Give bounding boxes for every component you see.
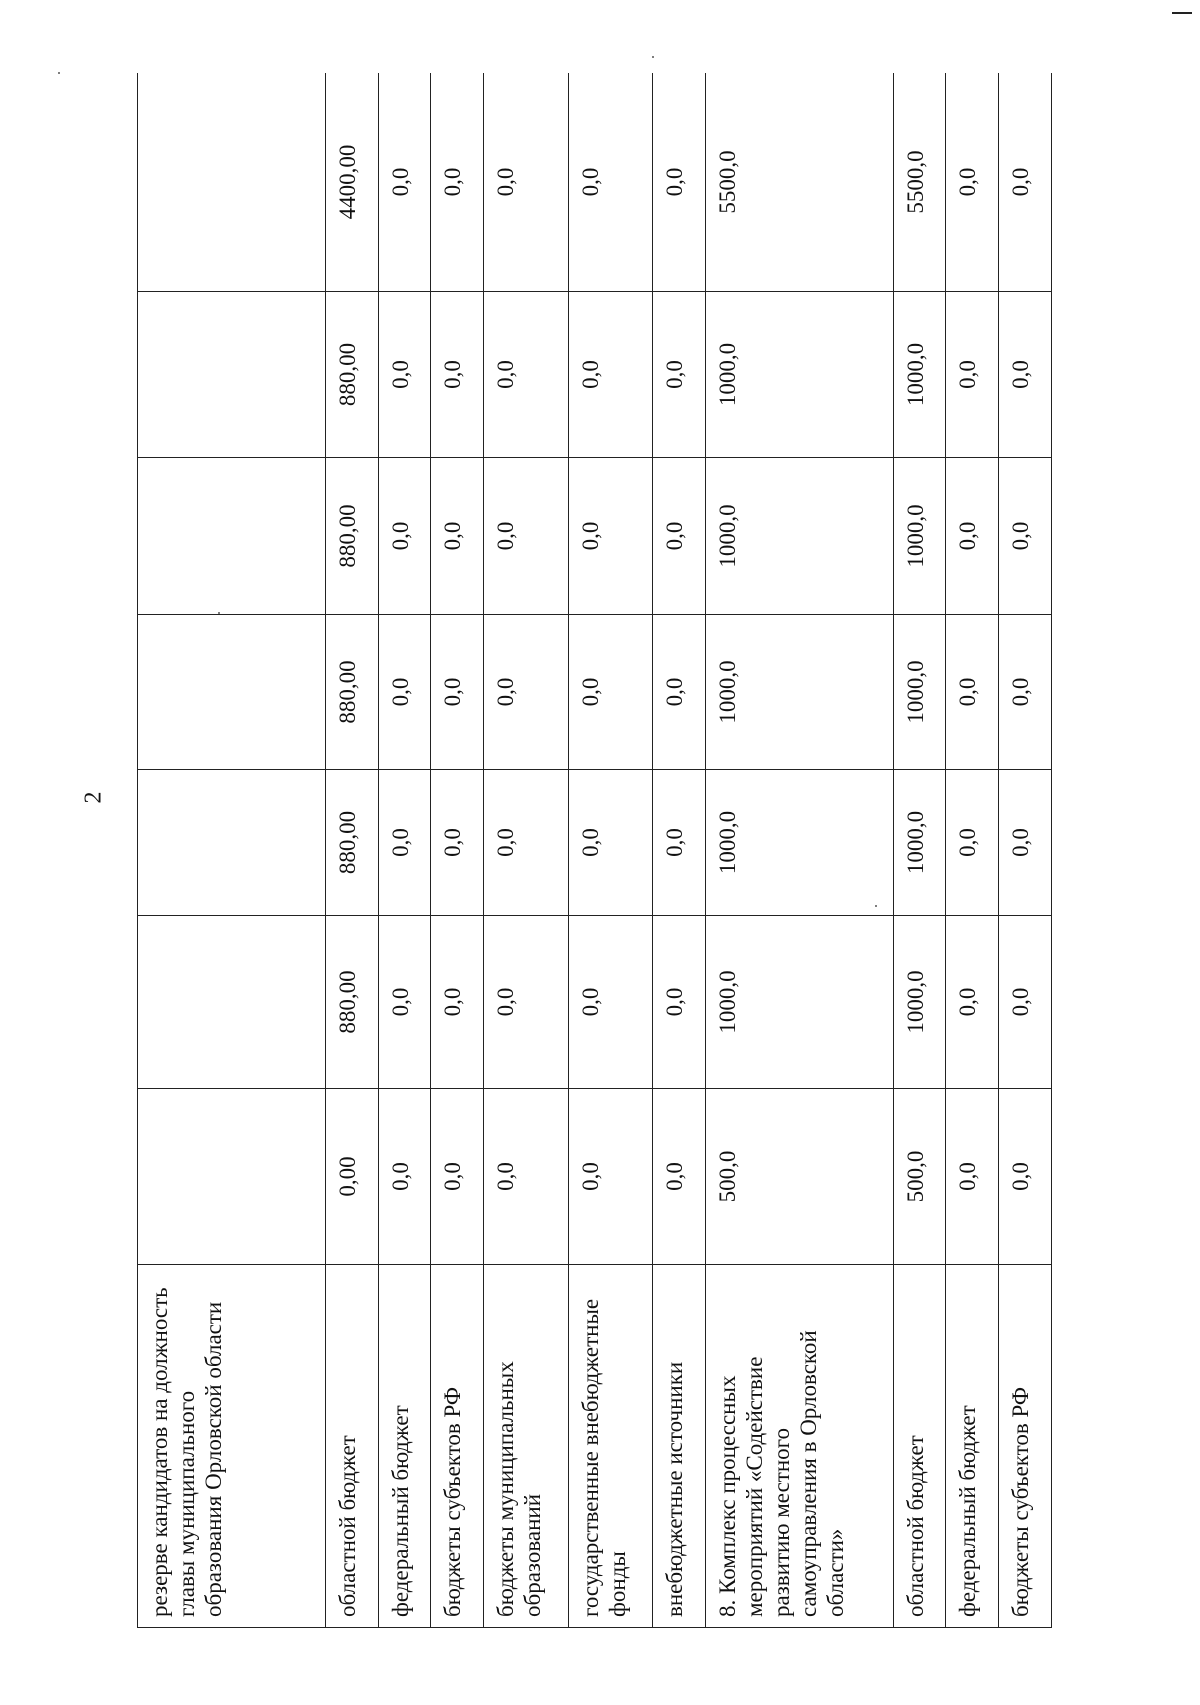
- row-label: 8. Комплекс процессных мероприятий «Содействие развитию местного самоуправления в Орловской области»: [705, 1265, 893, 1628]
- table-cell-value: 0,0: [568, 1089, 652, 1265]
- table-cell-value: 1000,0: [893, 916, 946, 1089]
- table-cell-value: 0,0: [568, 770, 652, 916]
- table-cell-value: 0,0: [484, 458, 568, 615]
- table-cell-value: 0,0: [946, 916, 999, 1089]
- table-cell-value: 0,0: [999, 458, 1052, 615]
- table-cell-value: 880,00: [325, 770, 378, 916]
- table-cell-value: 1000,0: [705, 615, 893, 770]
- table-cell-value: 0,0: [378, 916, 431, 1089]
- table-cell-value: 0,0: [946, 458, 999, 615]
- table-cell-value: 1000,0: [893, 458, 946, 615]
- table-cell-value: 0,0: [378, 615, 431, 770]
- table-row: [705, 73, 893, 1628]
- table-cell-value: 4400,00: [325, 73, 378, 292]
- table-cell-value: 0,0: [999, 292, 1052, 458]
- table-cell-value: 0,0: [568, 615, 652, 770]
- table-cell-value: [138, 615, 326, 770]
- table-cell-value: 0,0: [652, 458, 705, 615]
- table-row: [484, 73, 568, 1628]
- table-row: [652, 73, 705, 1628]
- table-cell-value: 0,0: [378, 73, 431, 292]
- table-row: [138, 73, 326, 1628]
- table-cell-value: 0,0: [652, 292, 705, 458]
- table-cell-value: 0,0: [484, 292, 568, 458]
- table-cell-value: 0,0: [946, 615, 999, 770]
- table-cell-value: 0,0: [999, 73, 1052, 292]
- table-cell-value: 0,0: [431, 916, 484, 1089]
- row-label: бюджеты субъектов РФ: [431, 1265, 484, 1628]
- table-cell-value: [138, 916, 326, 1089]
- table-cell-value: 0,0: [484, 1089, 568, 1265]
- table-cell-value: 0,0: [431, 770, 484, 916]
- row-label: внебюджетные источники: [652, 1265, 705, 1628]
- table-row: [999, 73, 1052, 1628]
- table-cell-value: 500,0: [705, 1089, 893, 1265]
- table-cell-value: 0,0: [652, 1089, 705, 1265]
- table-cell-value: 0,0: [946, 73, 999, 292]
- table-cell-value: 5500,0: [705, 73, 893, 292]
- table-cell-value: 0,0: [652, 73, 705, 292]
- table-cell-value: 0,0: [946, 292, 999, 458]
- table-cell-value: 1000,0: [705, 770, 893, 916]
- table-cell-value: 1000,0: [705, 292, 893, 458]
- table-cell-value: 0,0: [652, 916, 705, 1089]
- budget-table: [137, 73, 1052, 1628]
- table-cell-value: 0,0: [484, 770, 568, 916]
- table-cell-value: 0,0: [999, 770, 1052, 916]
- row-label: областной бюджет: [325, 1265, 378, 1628]
- table-cell-value: 0,0: [484, 916, 568, 1089]
- row-label: областной бюджет: [893, 1265, 946, 1628]
- table-row: [431, 73, 484, 1628]
- table-cell-value: 0,0: [431, 1089, 484, 1265]
- table-cell-value: 0,0: [568, 916, 652, 1089]
- table-cell-value: [138, 770, 326, 916]
- table-cell-value: 5500,0: [893, 73, 946, 292]
- table-cell-value: 0,0: [431, 73, 484, 292]
- row-label: бюджеты субъектов РФ: [999, 1265, 1052, 1628]
- table-cell-value: 0,0: [946, 1089, 999, 1265]
- table-cell-value: 0,0: [999, 615, 1052, 770]
- table-cell-value: 880,00: [325, 615, 378, 770]
- table-cell-value: 0,0: [999, 1089, 1052, 1265]
- table-cell-value: 1000,0: [705, 458, 893, 615]
- table-cell-value: 0,0: [568, 458, 652, 615]
- table-cell-value: 880,00: [325, 292, 378, 458]
- budget-table-body: [138, 73, 1052, 1628]
- table-cell-value: 0,00: [325, 1089, 378, 1265]
- table-cell-value: 0,0: [568, 292, 652, 458]
- table-cell-value: 1000,0: [893, 292, 946, 458]
- scan-mark: [1172, 12, 1192, 14]
- budget-table-frame: [137, 73, 1052, 1628]
- table-row: [568, 73, 652, 1628]
- table-cell-value: 0,0: [484, 73, 568, 292]
- table-cell-value: 0,0: [378, 1089, 431, 1265]
- table-cell-value: [138, 73, 326, 292]
- table-cell-value: [138, 458, 326, 615]
- table-row: [325, 73, 378, 1628]
- table-cell-value: 500,0: [893, 1089, 946, 1265]
- row-label: федеральный бюджет: [378, 1265, 431, 1628]
- table-cell-value: 0,0: [431, 458, 484, 615]
- table-cell-value: 0,0: [652, 770, 705, 916]
- row-label: бюджеты муниципальных образований: [484, 1265, 568, 1628]
- table-cell-value: 0,0: [999, 916, 1052, 1089]
- table-cell-value: 0,0: [378, 770, 431, 916]
- table-cell-value: 0,0: [378, 458, 431, 615]
- table-cell-value: 880,00: [325, 916, 378, 1089]
- page-number: 2: [80, 791, 107, 804]
- table-cell-value: 1000,0: [893, 615, 946, 770]
- table-row: [946, 73, 999, 1628]
- table-cell-value: 1000,0: [705, 916, 893, 1089]
- table-cell-value: 0,0: [652, 615, 705, 770]
- table-cell-value: 0,0: [431, 615, 484, 770]
- table-cell-value: 0,0: [484, 615, 568, 770]
- scan-speck: [58, 72, 60, 74]
- table-cell-value: 1000,0: [893, 770, 946, 916]
- table-cell-value: 0,0: [568, 73, 652, 292]
- table-cell-value: 0,0: [378, 292, 431, 458]
- budget-table-rotated: [137, 73, 1052, 1628]
- table-row: [378, 73, 431, 1628]
- table-cell-value: [138, 292, 326, 458]
- table-cell-value: 0,0: [946, 770, 999, 916]
- table-cell-value: 880,00: [325, 458, 378, 615]
- table-cell-value: [138, 1089, 326, 1265]
- row-label: резерве кандидатов на должность главы муниципального образования Орловской области: [138, 1265, 326, 1628]
- table-row: [893, 73, 946, 1628]
- row-label: федеральный бюджет: [946, 1265, 999, 1628]
- scan-speck: [652, 56, 654, 58]
- row-label: государственные внебюджетные фонды: [568, 1265, 652, 1628]
- table-cell-value: 0,0: [431, 292, 484, 458]
